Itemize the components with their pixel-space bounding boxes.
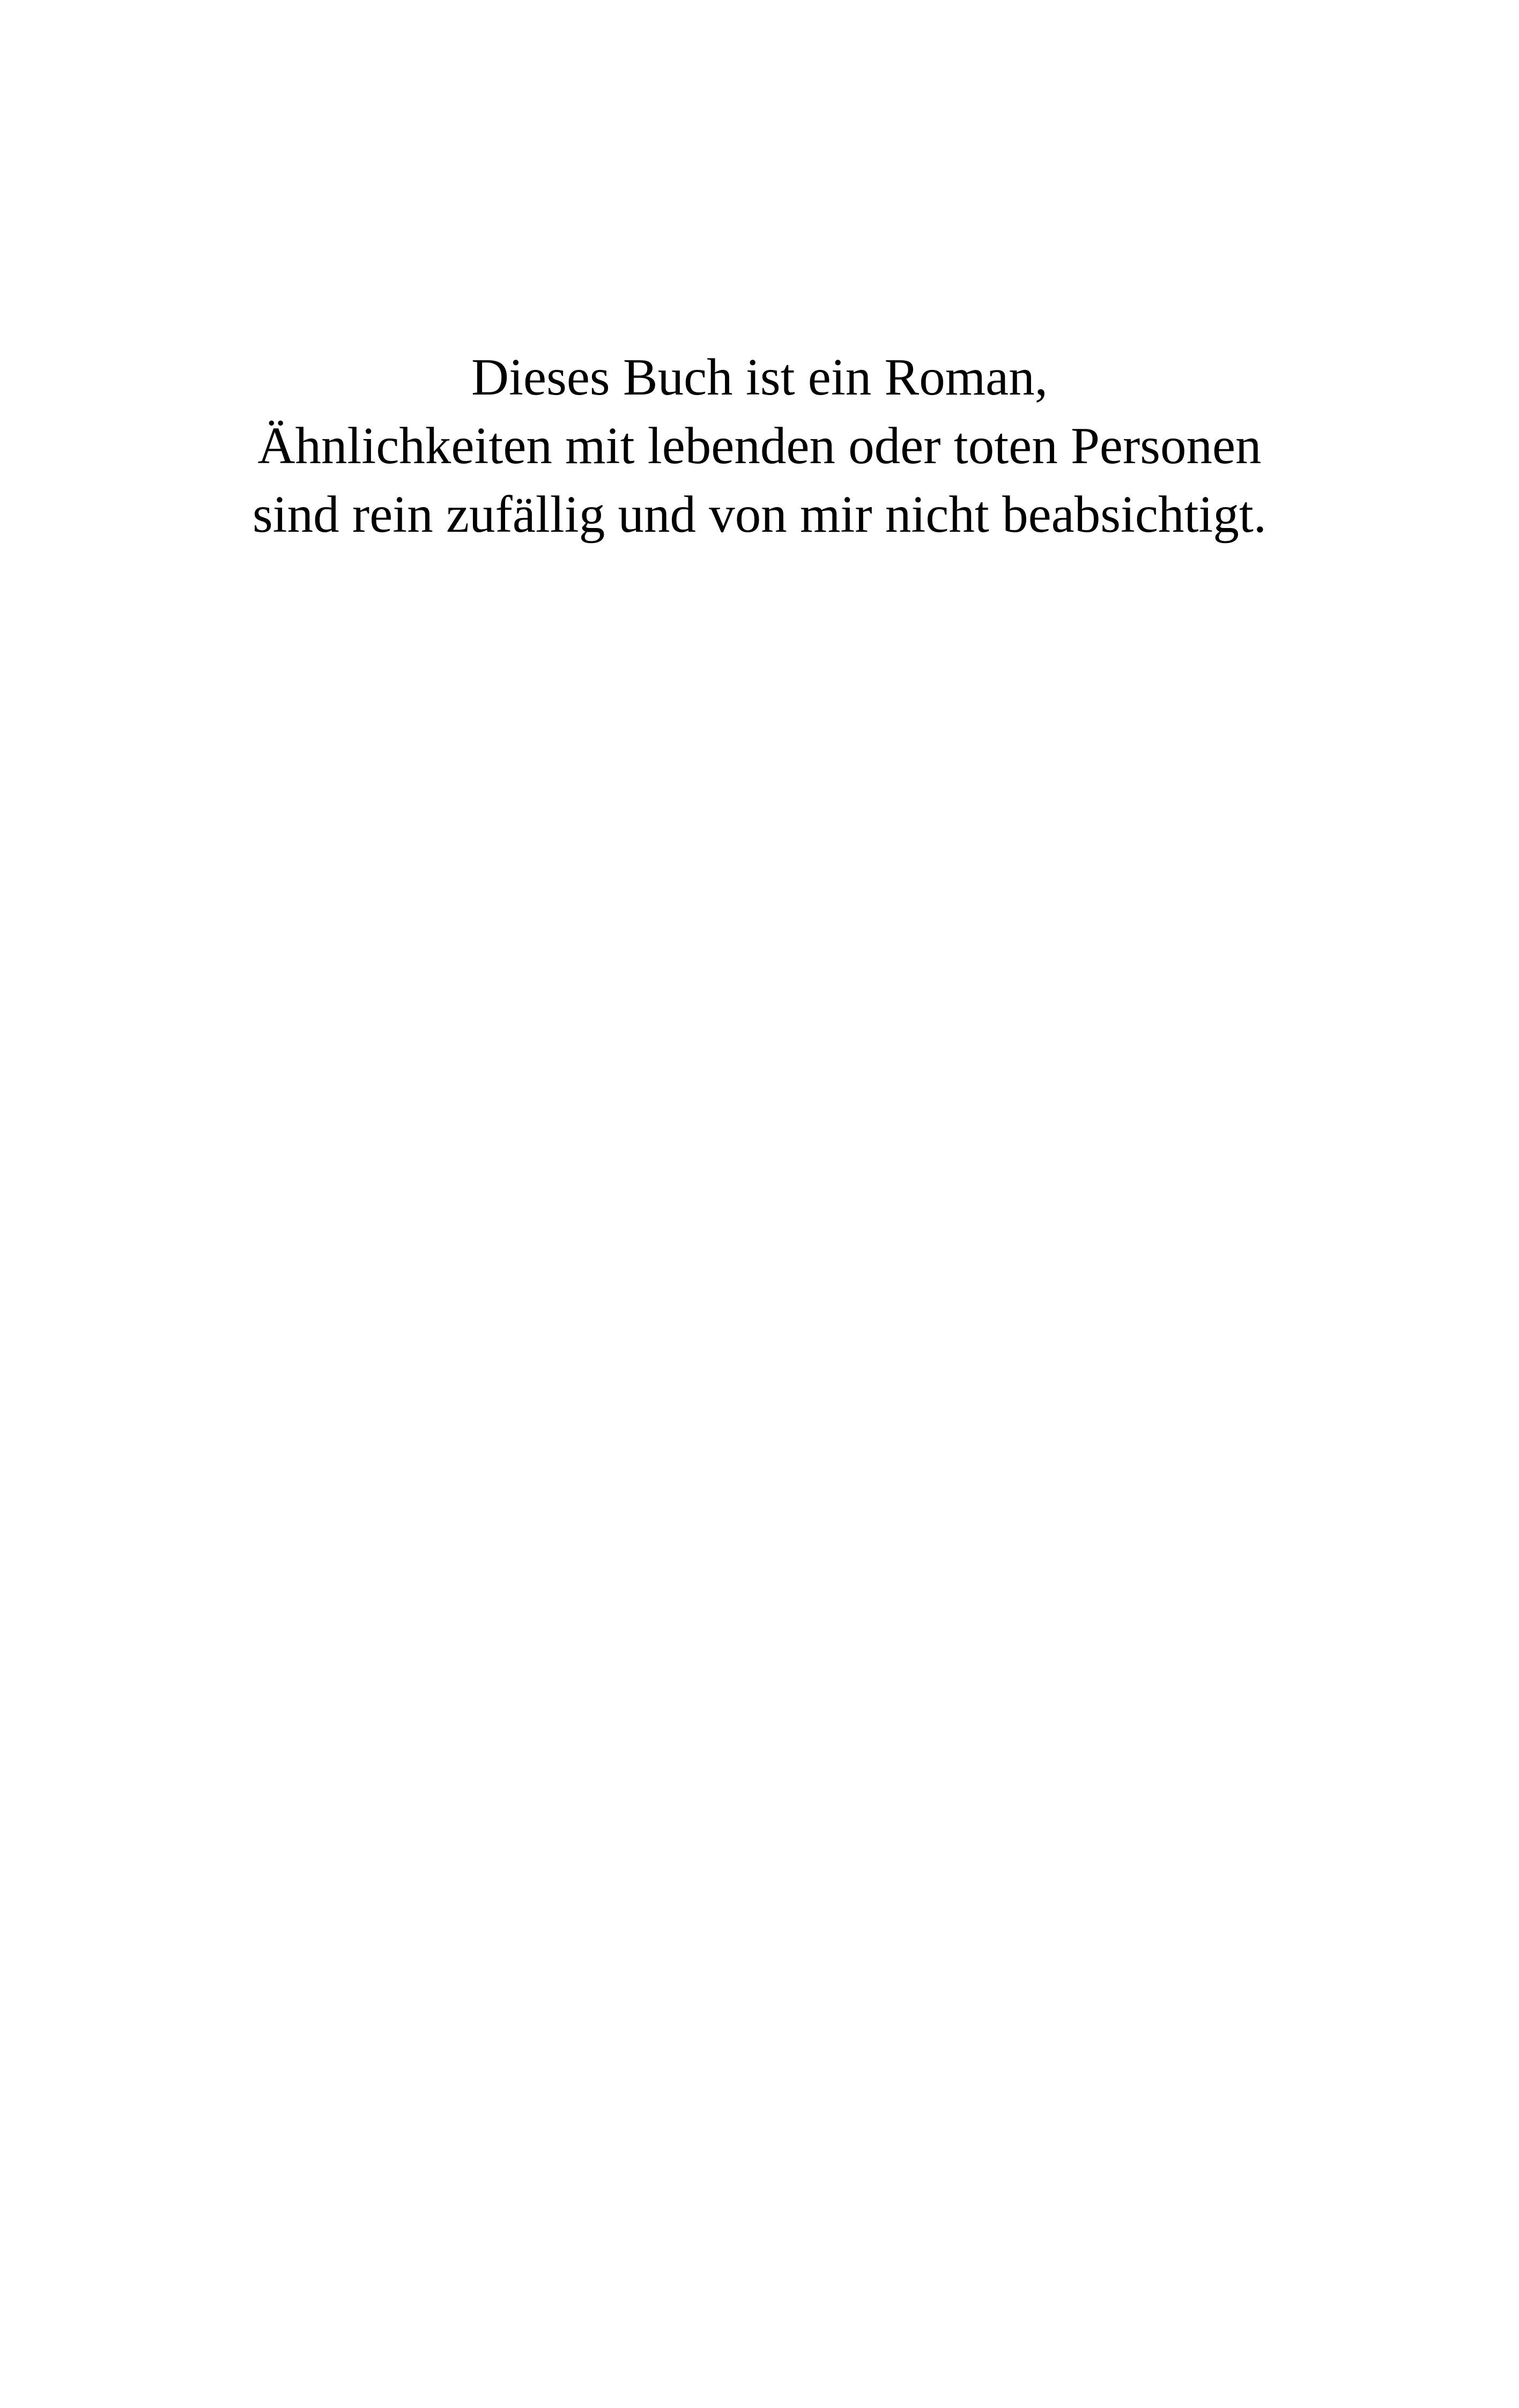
disclaimer-line-1: Dieses Buch ist ein Roman, <box>471 348 1048 406</box>
disclaimer-line-3: sind rein zufällig und von mir nicht beabsichtigt. <box>252 486 1267 543</box>
disclaimer-text-block <box>0 343 1519 549</box>
disclaimer-line-2: Ähnlichkeiten mit lebenden oder toten Personen <box>257 417 1262 474</box>
